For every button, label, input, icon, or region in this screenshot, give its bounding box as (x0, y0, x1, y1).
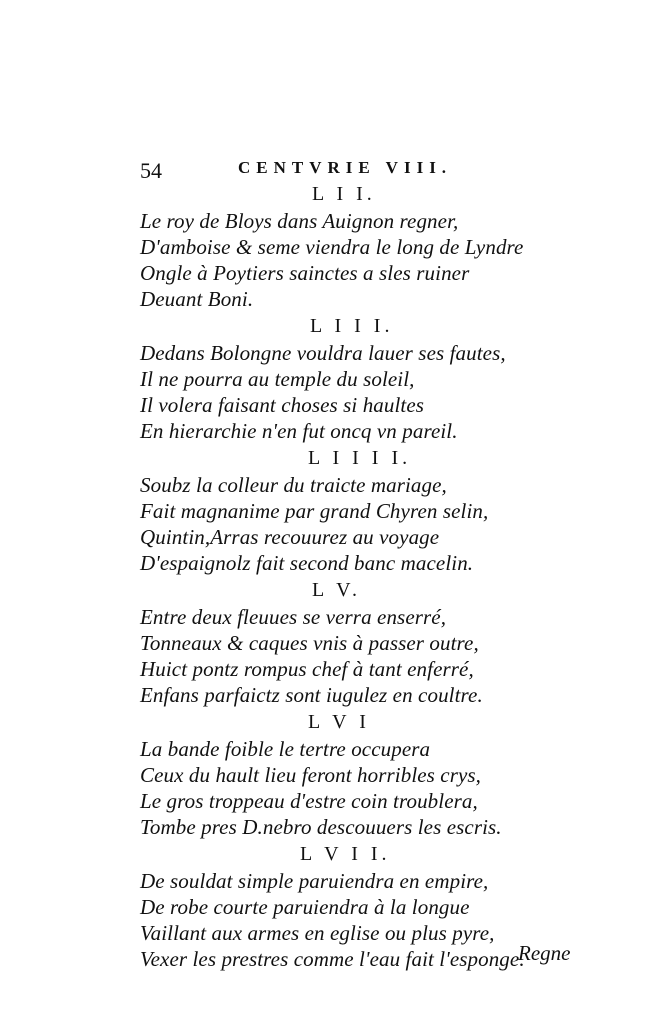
quatrain-block (140, 180, 610, 312)
quatrain-number: L I I I. (310, 315, 394, 337)
quatrain-list (140, 180, 610, 972)
quatrain-number: L V. (312, 579, 361, 601)
verse-line: Tonneaux & caques vnis à passer outre, (140, 631, 479, 655)
verse-line: Quintin,Arras recouurez au voyage (140, 525, 440, 549)
verse-line: Tombe pres D.nebro descouuers les escris. (140, 815, 502, 839)
verse-line: Le roy de Bloys dans Auignon regner, (140, 209, 459, 233)
quatrain-block (140, 708, 610, 840)
quatrain-block (140, 312, 610, 444)
verse-line: En hierarchie n'en fut oncq vn pareil. (140, 419, 458, 443)
running-title: CENTVRIE VIII. (238, 158, 453, 177)
verse-line: D'espaignolz fait second banc macelin. (140, 551, 474, 575)
verse-line: Huict pontz rompus chef à tant enferré, (140, 657, 474, 681)
page-number: 54 (140, 158, 162, 183)
verse-line: Entre deux fleuues se verra enserré, (140, 605, 447, 629)
verse-line: De robe courte paruiendra à la longue (140, 895, 470, 919)
verse-line: Ongle à Poytiers sainctes a sles ruiner (140, 261, 470, 285)
quatrain-block (140, 444, 610, 576)
verse-line: Enfans parfaictz sont iugulez en coultre. (140, 683, 483, 707)
verse-line: Dedans Bolongne vouldra lauer ses fautes, (140, 341, 506, 365)
verse-line: Il ne pourra au temple du soleil, (140, 367, 415, 391)
quatrain-number: L V I (308, 711, 370, 733)
quatrain-number: L V I I. (300, 843, 391, 865)
catchword: Regne (518, 941, 571, 965)
verse-line: Vaillant aux armes en eglise ou plus pyre, (140, 921, 495, 945)
quatrain-number: L I I I I. (308, 447, 412, 469)
verse-line: D'amboise & seme viendra le long de Lyndre (140, 235, 524, 259)
verse-line: Fait magnanime par grand Chyren selin, (140, 499, 489, 523)
verse-line: Il volera faisant choses si haultes (140, 393, 425, 417)
quatrain-block (140, 576, 610, 708)
verse-line: Le gros troppeau d'estre coin troublera, (140, 789, 478, 813)
verse-line: De souldat simple paruiendra en empire, (140, 869, 489, 893)
verse-line: Soubz la colleur du traicte mariage, (140, 473, 447, 497)
verse-line: Ceux du hault lieu feront horribles crys, (140, 763, 482, 787)
verse-line: Deuant Boni. (140, 287, 254, 311)
verse-line: Vexer les prestres comme l'eau fait l'esponge. (140, 947, 525, 971)
verse-line: La bande foible le tertre occupera (140, 737, 431, 761)
quatrain-number: L I I. (312, 183, 376, 205)
